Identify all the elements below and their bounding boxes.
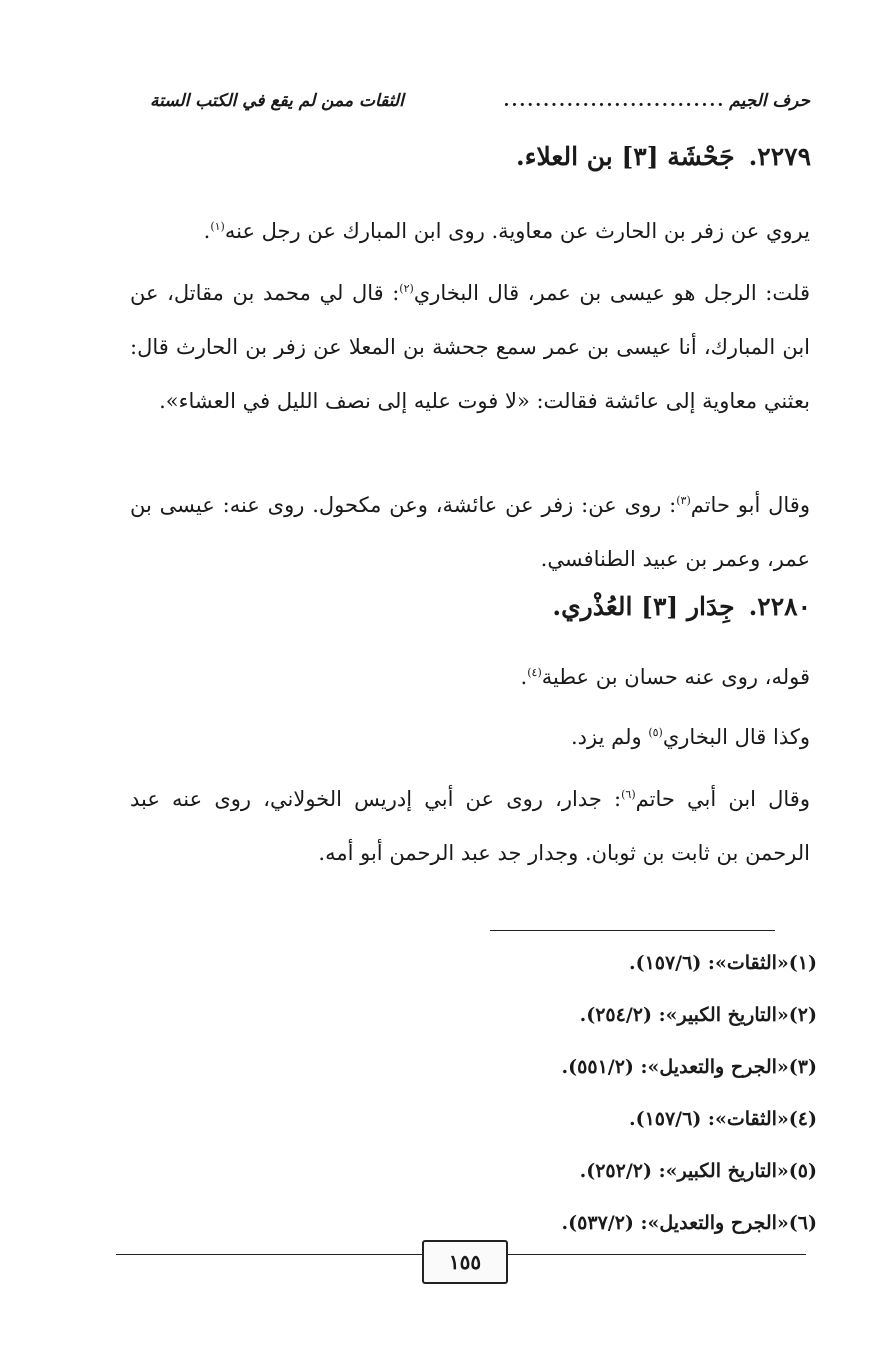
header-dots: ............................ [503, 91, 726, 111]
footnote-item: (٢)«التاريخ الكبير»: (٢٥٤/٢). [579, 1004, 817, 1026]
footnote-item: (٤)«الثقات»: (١٥٧/٦). [628, 1108, 817, 1130]
entry-number: ٢٢٨٠. [748, 592, 811, 621]
paragraph [130, 768, 810, 880]
footer-line-left [116, 1254, 422, 1255]
paragraph-text: يروي عن زفر بن الحارث عن معاوية. روى ابن المبارك عن رجل عنه [224, 219, 810, 243]
paragraph [130, 200, 810, 258]
footnote-ref: (٣) [676, 494, 691, 507]
paragraph-tail: . [520, 665, 528, 689]
footnote-ref: (٢) [399, 282, 414, 295]
paragraph [130, 262, 810, 428]
footnote-item: (٦)«الجرح والتعديل»: (٥٣٧/٢). [561, 1212, 817, 1234]
paragraph-text: قوله، روى عنه حسان بن عطية [541, 665, 810, 689]
header-book-title: الثقات ممن لم يقع في الكتب الستة [150, 91, 404, 111]
footnote-item: (١)«الثقات»: (١٥٧/٦). [628, 952, 817, 974]
entry-heading [111, 142, 811, 171]
paragraph-text: قلت: الرجل هو عيسى بن عمر، قال البخاري [413, 281, 810, 305]
footnote-separator [490, 930, 775, 931]
paragraph-text: وقال ابن أبي حاتم [635, 787, 810, 811]
footnote-item: (٥)«التاريخ الكبير»: (٢٥٢/٢). [579, 1160, 817, 1182]
paragraph [130, 706, 810, 764]
footnote-ref: (٦) [621, 788, 636, 801]
entry-heading [111, 592, 811, 621]
paragraph [130, 474, 810, 586]
footnote-ref: (١) [210, 220, 225, 233]
footer-line-right [504, 1254, 806, 1255]
paragraph-tail: . [203, 219, 211, 243]
entry-name: جَحْشَة [٣] بن العلاء. [516, 142, 735, 171]
footnote-ref: (٥) [648, 726, 663, 739]
entry-name: جِدَار [٣] العُذْري. [552, 592, 735, 621]
entry-number: ٢٢٧٩. [748, 142, 811, 171]
paragraph-text: وقال أبو حاتم [690, 493, 810, 517]
paragraph-text: وكذا قال البخاري [662, 725, 810, 749]
footnote-item: (٣)«الجرح والتعديل»: (٥٥١/٢). [561, 1056, 817, 1078]
paragraph-tail: : قال لي محمد بن مقاتل، عن ابن المبارك، أنا عيسى بن عمر سمع جحشة بن المعلا عن زفر بن الحارث قال: بعثني معاوية إلى عائشة فقالت: «لا فوت عليه إلى نصف الليل في العشاء». [130, 281, 810, 413]
page-number: ١٥٥ [422, 1240, 508, 1284]
footnotes [217, 944, 817, 1256]
footnote-ref: (٤) [527, 666, 542, 679]
header-chapter: حرف الجيم [729, 91, 810, 111]
running-header [150, 84, 810, 118]
paragraph-tail: : جدار، روى عن أبي إدريس الخولاني، روى عنه عبد الرحمن بن ثابت بن ثوبان. وجدار جد عبد الرحمن أبو أمه. [130, 787, 810, 865]
paragraph [130, 646, 810, 704]
paragraph-tail: : روى عن: زفر عن عائشة، وعن مكحول. روى عنه: عيسى بن عمر، وعمر بن عبيد الطنافسي. [130, 493, 810, 571]
paragraph-tail: ولم يزد. [571, 725, 649, 749]
